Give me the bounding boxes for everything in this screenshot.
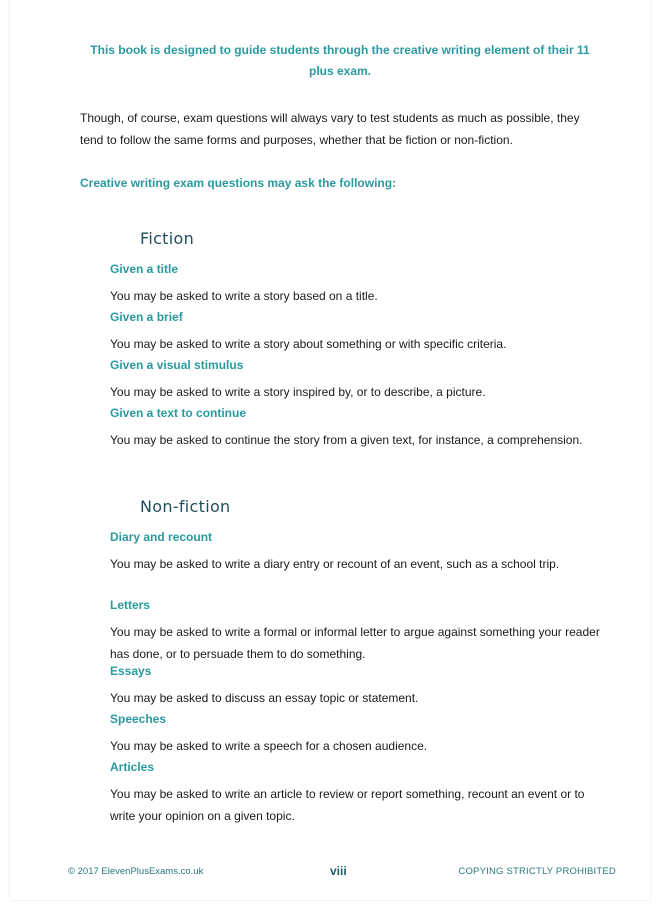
nonfiction-item-letters xyxy=(110,597,600,665)
copying-notice: COPYING STRICTLY PROHIBITED xyxy=(458,866,616,877)
nonfiction-heading: Non-fiction xyxy=(140,497,231,516)
item-description: You may be asked to continue the story from a given text, for instance, a comprehension. xyxy=(110,433,583,447)
fiction-item-text-to-continue xyxy=(110,405,600,451)
nonfiction-item-articles xyxy=(110,759,600,827)
intro-paragraph: Though, of course, exam questions will always vary to test students as much as possible, they tend to follow the same forms and purposes, whether that be fiction or non-fiction. xyxy=(80,111,580,147)
item-description: You may be asked to write a story about something or with specific criteria. xyxy=(110,337,507,351)
item-description: You may be asked to write a formal or informal letter to argue against something your reader has done, or to persuade them to do something. xyxy=(110,625,600,661)
page-footer xyxy=(68,864,616,884)
item-title: Speeches xyxy=(110,712,167,726)
fiction-heading: Fiction xyxy=(140,229,195,248)
item-title: Articles xyxy=(110,760,155,774)
copyright-notice: © 2017 ElevenPlusExams.co.uk xyxy=(68,866,204,877)
item-description: You may be asked to discuss an essay topic or statement. xyxy=(110,691,419,705)
item-title: Given a brief xyxy=(110,310,183,324)
item-description: You may be asked to write a story inspired by, or to describe, a picture. xyxy=(110,385,486,399)
item-title: Essays xyxy=(110,664,152,678)
nonfiction-item-speeches xyxy=(110,711,600,757)
item-description: You may be asked to write a story based on a title. xyxy=(110,289,378,303)
item-title: Given a title xyxy=(110,262,179,276)
document-page xyxy=(10,0,650,900)
item-description: You may be asked to write a speech for a chosen audience. xyxy=(110,739,428,753)
nonfiction-item-essays xyxy=(110,663,600,709)
page-number: viii xyxy=(330,864,347,878)
item-description: You may be asked to write an article to review or report something, recount an event or to write your opinion on a given topic. xyxy=(110,787,585,823)
fiction-item-title xyxy=(110,261,600,307)
item-title: Given a text to continue xyxy=(110,406,247,420)
nonfiction-item-diary xyxy=(110,529,600,575)
fiction-item-visual-stimulus xyxy=(110,357,600,403)
item-title: Letters xyxy=(110,598,151,612)
intro-statement: This book is designed to guide students through the creative writing element of their 11 plus exam. xyxy=(90,43,590,78)
item-description: You may be asked to write a diary entry or recount of an event, such as a school trip. xyxy=(110,557,560,571)
item-title: Diary and recount xyxy=(110,530,213,544)
question-types-lead: Creative writing exam questions may ask the following: xyxy=(80,176,397,190)
item-title: Given a visual stimulus xyxy=(110,358,244,372)
fiction-item-brief xyxy=(110,309,600,355)
